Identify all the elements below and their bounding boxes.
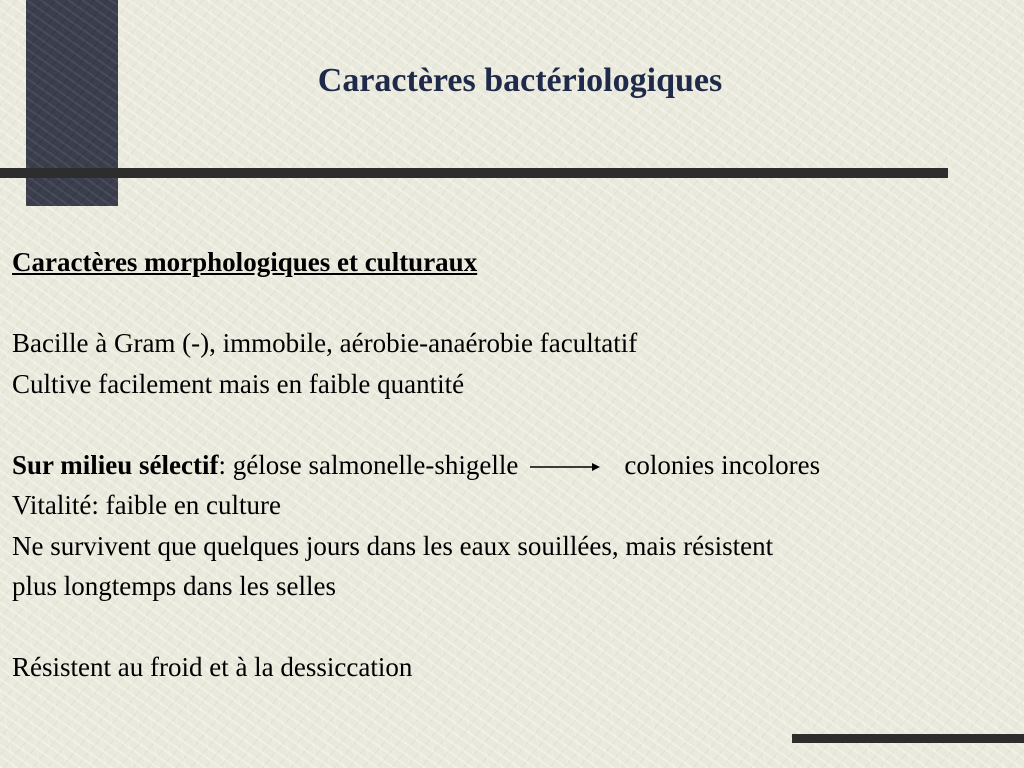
body-line-resistance: Résistent au froid et à la dessiccation	[12, 652, 413, 682]
slide-body	[12, 242, 1012, 688]
spacer	[12, 607, 1012, 648]
body-line-gram: Bacille à Gram (-), immobile, aérobie-anaérobie facultatif	[12, 328, 638, 358]
bottom-divider-rule	[792, 734, 1024, 743]
spacer	[12, 404, 1012, 445]
slide-title: Caractères bactériologiques	[317, 62, 723, 99]
body-line-survival-cont: plus longtemps dans les selles	[12, 571, 336, 601]
selective-medium-text: : gélose salmonelle-shigelle	[218, 449, 519, 480]
body-line-culture: Cultive facilement mais en faible quantité	[12, 368, 465, 399]
body-line-survival: Ne survivent que quelques jours dans les eaux souillées, mais résistent	[12, 530, 774, 561]
selective-medium-result: colonies incolores	[624, 449, 821, 480]
top-divider-rule	[0, 168, 948, 178]
spacer	[12, 283, 1012, 324]
body-line-vitality: Vitalité: faible en culture	[12, 490, 282, 520]
section-heading: Caractères morphologiques et culturaux	[12, 247, 478, 277]
selective-medium-label: Sur milieu sélectif	[12, 449, 219, 480]
body-line-selective-medium	[12, 445, 1012, 486]
right-arrow-icon	[530, 461, 600, 473]
